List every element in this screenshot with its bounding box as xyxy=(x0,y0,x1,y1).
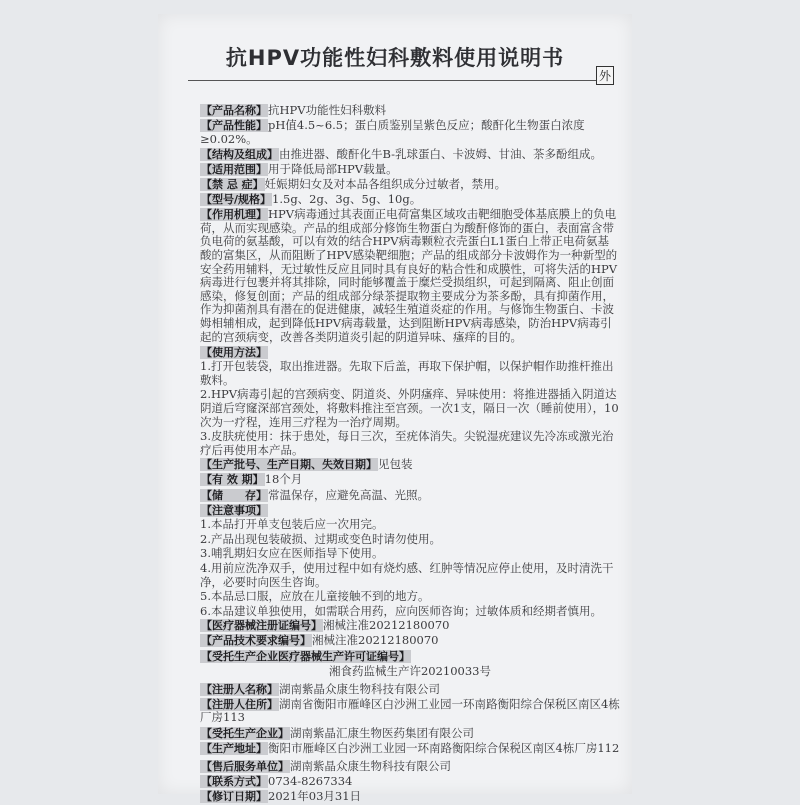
mechanism-value: HPV病毒通过其表面正电荷富集区域攻击靶细胞受体基底膜上的负电荷，从而实现感染。产品的组成部分修饰生物蛋白为酸酐修饰的蛋白，表面富含带负电荷的氨基酸，可以有效的结合HPV病毒颗粒衣壳蛋白L1蛋白上带正电荷氨基酸的富集区，从而阻断了HPV感染靶细胞；产品的组成部分卡波姆作为一种新型的安全药用辅料，无过敏性反应且同时具有良好的粘合性和成膜性，可将失活的HPV病毒进行包裹并将其排除，同时能够覆盖于糜烂受损组织，可起到隔离、阻止创面感染，修复创面；产品的组成部分绿茶提取物主要成分为茶多酚，具有抑菌作用，作为抑菌剂具有潜在的促进健康，减轻生殖道炎症的作用。与修饰生物蛋白、卡波姆相辅相成，起到降低HPV病毒载量，达到阻断HPV病毒感染，防治HPV病毒引起的宫颈病变，改善各类阴道炎引起的阴道异味、瘙痒的目的。 xyxy=(200,207,618,344)
notes-section-header xyxy=(200,504,620,518)
registrant-label: 【注册人名称】 xyxy=(201,682,278,696)
manufacturer-label: 【受托生产企业】 xyxy=(201,726,289,740)
document-title: 抗HPV功能性妇科敷料使用说明书 xyxy=(225,46,565,70)
usage-item-2: 2.HPV病毒引起的宫颈病变、阴道炎、外阴瘙痒、异味使用：将推进器插入阴道达阴道后穹窿深部宫颈处，将敷料推注至宫颈。一次1支，隔日一次（睡前使用），10次为一疗程，连用三疗程为一治疗周期。 xyxy=(200,387,619,429)
usage-item-3: 3.皮肤疣使用：抹于患处，每日三次，至疣体消失。尖锐湿疣建议先冷冻或激光治疗后再使用本产品。 xyxy=(200,429,614,457)
revision-label: 【修订日期】 xyxy=(201,789,267,803)
registrant-address-label: 【注册人住所】 xyxy=(201,697,278,711)
revision-row xyxy=(200,790,620,804)
after-sales-row xyxy=(200,760,620,774)
notes-label: 【注意事项】 xyxy=(201,503,267,517)
registrant-row xyxy=(200,683,620,697)
title-divider xyxy=(188,80,600,81)
scope-label: 【适用范围】 xyxy=(201,162,267,176)
registrant-value: 湖南紫晶众康生物科技有限公司 xyxy=(279,681,440,696)
contraindication-row xyxy=(200,178,620,192)
manufacturer-row xyxy=(200,727,620,741)
notes-item-3: 3.哺乳期妇女应在医师指导下使用。 xyxy=(200,546,384,561)
mechanism-label: 【作用机理】 xyxy=(201,208,267,222)
batch-label: 【生产批号、生产日期、失效日期】 xyxy=(201,458,377,472)
license-row xyxy=(200,650,620,664)
notes-item-4: 4.用前应洗净双手，使用过程中如有烧灼感、红肿等情况应停止使用，及时清洗干净，必要时向医生咨询。 xyxy=(200,561,614,589)
tech-req-label: 【产品技术要求编号】 xyxy=(201,634,311,648)
instruction-leaflet xyxy=(158,14,632,803)
mechanism-row xyxy=(200,208,620,344)
manufacture-address-value: 衡阳市雁峰区白沙洲工业园一环南路衡阳综合保税区南区4栋厂房112 xyxy=(268,740,620,755)
license-value: 湘食药监械生产许20210033号 xyxy=(328,663,492,678)
product-name-value: 抗HPV功能性妇科敷料 xyxy=(268,103,387,117)
registration-cert-row xyxy=(200,619,620,633)
usage-item-1: 1.打开包装袋，取出推进器。先取下后盖，再取下保护帽，以保护帽作助推杆推出敷料。 xyxy=(200,359,614,387)
manufacturer-value: 湖南紫晶汇康生物医药集团有限公司 xyxy=(290,725,474,740)
validity-label: 【有 效 期】 xyxy=(201,473,264,487)
notes-item-6: 6.本品建议单独使用，如需联合用药，应向医师咨询；过敏体质和经期者慎用。 xyxy=(200,603,602,618)
license-label: 【受托生产企业医疗器械生产许可证编号】 xyxy=(201,649,410,663)
title-row xyxy=(158,42,632,72)
scope-value: 用于降低局部HPV载量。 xyxy=(268,161,398,176)
spec-value: 1.5g、2g、3g、5g、10g。 xyxy=(272,192,422,207)
usage-label: 【使用方法】 xyxy=(201,345,267,359)
registration-cert-value: 湘械注准20212180070 xyxy=(323,618,450,633)
scope-row xyxy=(200,163,620,177)
storage-row xyxy=(200,489,620,503)
validity-row xyxy=(200,473,620,487)
registration-cert-label: 【医疗器械注册证编号】 xyxy=(201,619,322,633)
content-body xyxy=(200,104,620,805)
batch-row xyxy=(200,458,620,472)
batch-value: 见包装 xyxy=(378,457,413,472)
notes-item-1: 1.本品打开单支包装后应一次用完。 xyxy=(200,517,384,532)
tech-req-value: 湘械注准20212180070 xyxy=(312,633,439,648)
contraindication-label: 【禁 忌 症】 xyxy=(201,177,264,191)
spec-label: 【型号/规格】 xyxy=(201,193,272,207)
registrant-address-value: 湖南省衡阳市雁峰区白沙洲工业园一环南路衡阳综合保税区南区4栋厂房113 xyxy=(200,696,620,725)
performance-label: 【产品性能】 xyxy=(201,119,267,133)
contact-label: 【联系方式】 xyxy=(201,774,267,788)
contraindication-value: 妊娠期妇女及对本品各组织成分过敏者，禁用。 xyxy=(264,176,507,191)
manufacture-address-row xyxy=(200,742,620,756)
performance-row xyxy=(200,119,620,146)
product-name-label: 【产品名称】 xyxy=(201,104,267,117)
after-sales-value: 湖南紫晶众康生物科技有限公司 xyxy=(290,758,451,773)
registrant-address-row xyxy=(200,698,620,725)
structure-value: 由推进器、酸酐化牛B-乳球蛋白、卡波姆、甘油、茶多酚组成。 xyxy=(279,146,603,161)
contact-value: 0734-8267334 xyxy=(268,773,353,788)
structure-row xyxy=(200,148,620,162)
validity-value: 18个月 xyxy=(264,472,303,487)
notes-item-2: 2.产品出现包装破损、过期或变色时请勿使用。 xyxy=(200,531,441,546)
license-value-row xyxy=(200,665,620,679)
manufacture-address-label: 【生产地址】 xyxy=(201,741,267,755)
spec-row xyxy=(200,193,620,207)
contact-row xyxy=(200,775,620,789)
after-sales-label: 【售后服务单位】 xyxy=(201,759,289,773)
product-name-row xyxy=(200,104,620,118)
storage-value: 常温保存，应避免高温、光照。 xyxy=(268,487,429,502)
performance-value: pH值4.5~6.5；蛋白质鉴别呈紫色反应；酸酐化生物蛋白浓度≥0.02%。 xyxy=(200,118,585,146)
revision-value: 2021年03月31日 xyxy=(268,788,362,803)
notes-item-5: 5.本品忌口服，应放在儿童接触不到的地方。 xyxy=(200,589,430,604)
structure-label: 【结构及组成】 xyxy=(201,147,278,161)
tech-req-row xyxy=(200,634,620,648)
storage-label: 【储 存】 xyxy=(201,488,267,502)
usage-section-header xyxy=(200,346,620,360)
external-use-mark: 外 xyxy=(596,66,614,85)
